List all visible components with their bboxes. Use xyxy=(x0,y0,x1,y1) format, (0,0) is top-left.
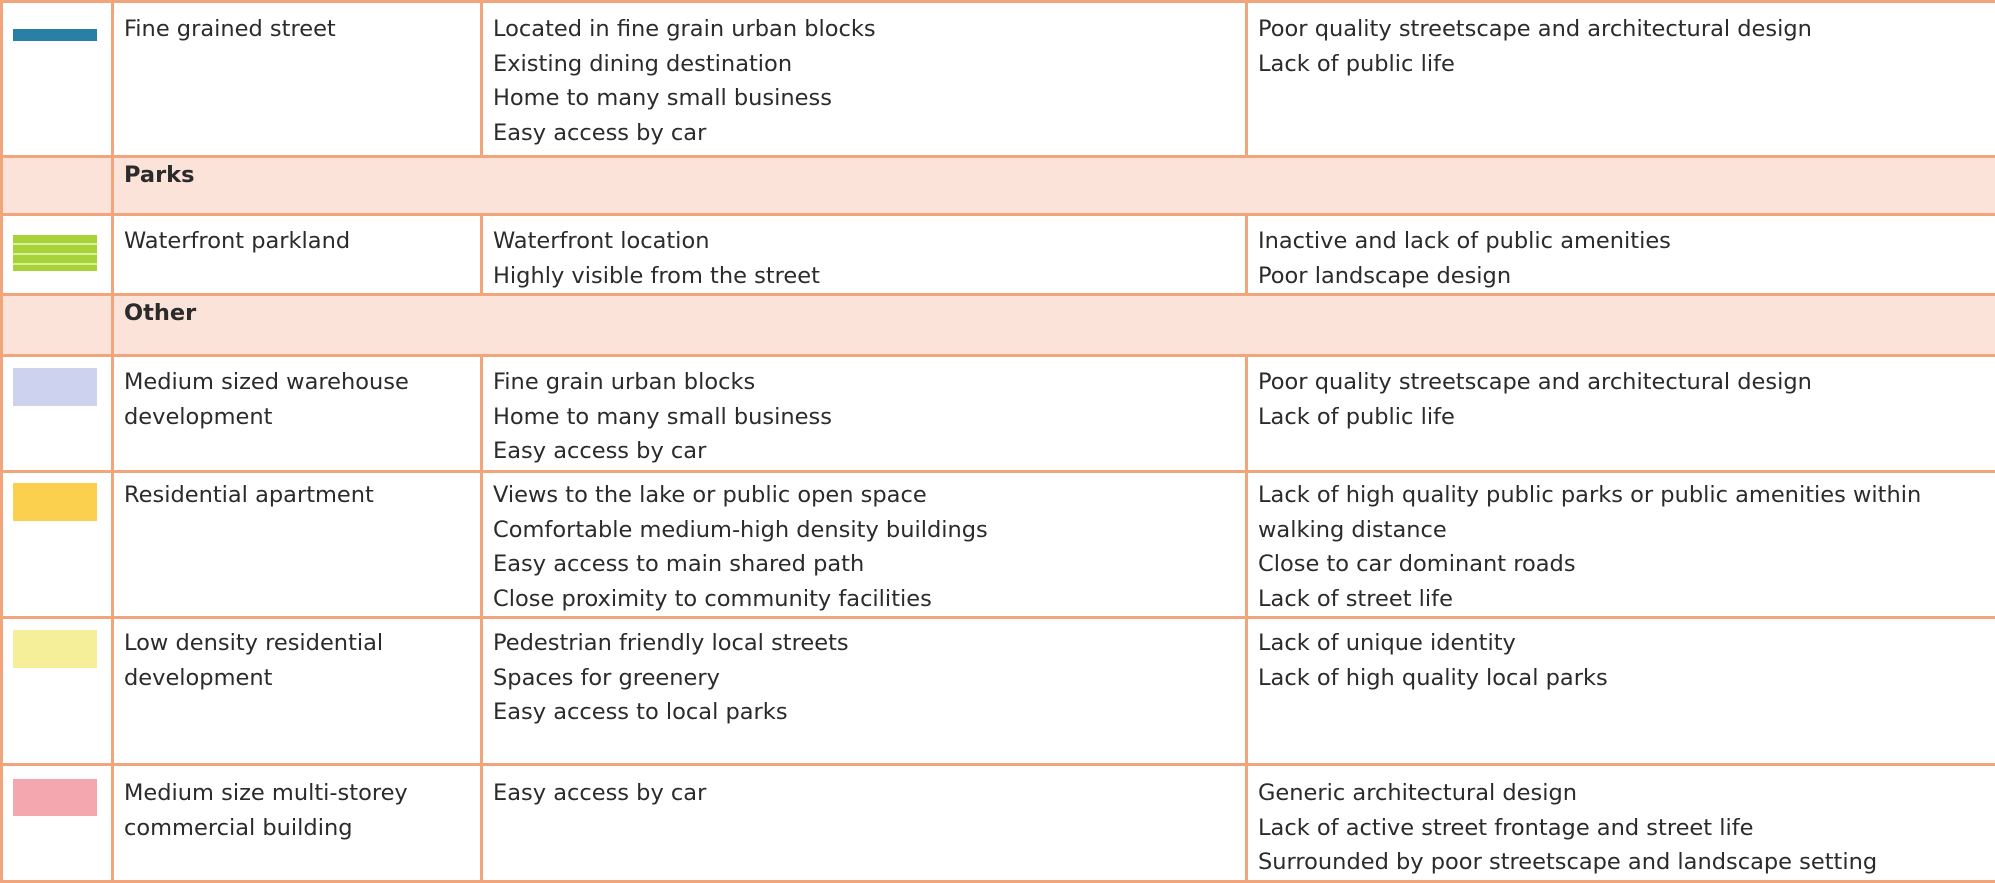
pink-swatch-icon xyxy=(13,779,97,816)
section-title: Other xyxy=(113,295,1995,356)
strengths-cell xyxy=(482,618,1247,765)
weaknesses-cell xyxy=(1247,215,1995,295)
light-yellow-swatch-icon xyxy=(13,630,97,668)
strength-item: Easy access to main shared path xyxy=(493,547,1235,582)
strength-item: Easy access to local parks xyxy=(493,695,1235,730)
strength-item: Views to the lake or public open space xyxy=(493,478,1235,513)
row-name-line: development xyxy=(124,400,470,435)
section-title: Parks xyxy=(113,157,1995,215)
weakness-item: Lack of public life xyxy=(1258,400,1995,435)
table-row xyxy=(2,618,1995,765)
row-name-line: commercial building xyxy=(124,811,470,846)
weakness-item: Lack of active street frontage and street life xyxy=(1258,811,1995,846)
section-blank-cell xyxy=(2,295,113,356)
weakness-item: Surrounded by poor streetscape and landscape setting xyxy=(1258,845,1995,880)
section-row xyxy=(2,295,1995,356)
weakness-item: Lack of high quality public parks or public amenities within xyxy=(1258,478,1995,513)
row-name-line: Medium size multi-storey xyxy=(124,776,470,811)
strength-item: Home to many small business xyxy=(493,400,1235,435)
strength-item: Fine grain urban blocks xyxy=(493,365,1235,400)
row-name-cell xyxy=(113,356,482,472)
weakness-item: walking distance xyxy=(1258,513,1995,548)
row-name-line: Fine grained street xyxy=(124,12,470,47)
strength-item: Existing dining destination xyxy=(493,47,1235,82)
weakness-item: Close to car dominant roads xyxy=(1258,547,1995,582)
weaknesses-cell xyxy=(1247,618,1995,765)
strengths-cell xyxy=(482,2,1247,157)
strength-item: Comfortable medium-high density buildings xyxy=(493,513,1235,548)
weakness-item: Poor quality streetscape and architectural design xyxy=(1258,12,1995,47)
strength-item: Pedestrian friendly local streets xyxy=(493,626,1235,661)
weaknesses-cell xyxy=(1247,765,1995,882)
row-name-cell xyxy=(113,2,482,157)
blue-line-swatch-icon xyxy=(13,29,97,41)
weakness-item: Lack of high quality local parks xyxy=(1258,661,1995,696)
row-name-line: development xyxy=(124,661,470,696)
row-name-line: Waterfront parkland xyxy=(124,224,470,259)
swatch-cell xyxy=(2,618,113,765)
strengths-cell xyxy=(482,356,1247,472)
weakness-item: Lack of street life xyxy=(1258,582,1995,617)
strength-item: Easy access by car xyxy=(493,434,1235,469)
table-row xyxy=(2,765,1995,882)
row-name-cell xyxy=(113,472,482,618)
strengths-cell xyxy=(482,472,1247,618)
table-row xyxy=(2,472,1995,618)
table-row xyxy=(2,356,1995,472)
strength-item: Spaces for greenery xyxy=(493,661,1235,696)
lavender-swatch-icon xyxy=(13,368,97,406)
weakness-item: Lack of public life xyxy=(1258,47,1995,82)
weakness-item: Inactive and lack of public amenities xyxy=(1258,224,1995,259)
swatch-cell xyxy=(2,472,113,618)
section-blank-cell xyxy=(2,157,113,215)
row-name-cell xyxy=(113,765,482,882)
green-striped-swatch-icon xyxy=(13,235,97,271)
strength-item: Located in fine grain urban blocks xyxy=(493,12,1235,47)
strengths-cell xyxy=(482,765,1247,882)
row-name-cell xyxy=(113,215,482,295)
weaknesses-cell xyxy=(1247,2,1995,157)
strength-item: Waterfront location xyxy=(493,224,1235,259)
row-name-line: Low density residential xyxy=(124,626,470,661)
table-row xyxy=(2,215,1995,295)
swatch-cell xyxy=(2,215,113,295)
strength-item: Easy access by car xyxy=(493,116,1235,151)
strength-item: Close proximity to community facilities xyxy=(493,582,1235,617)
row-name-cell xyxy=(113,618,482,765)
weakness-item: Generic architectural design xyxy=(1258,776,1995,811)
yellow-swatch-icon xyxy=(13,483,97,521)
swatch-cell xyxy=(2,356,113,472)
strength-item: Easy access by car xyxy=(493,776,1235,811)
strength-item: Highly visible from the street xyxy=(493,259,1235,294)
row-name-line: Residential apartment xyxy=(124,478,470,513)
weaknesses-cell xyxy=(1247,472,1995,618)
weakness-item: Poor quality streetscape and architectural design xyxy=(1258,365,1995,400)
weakness-item: Poor landscape design xyxy=(1258,259,1995,294)
weaknesses-cell xyxy=(1247,356,1995,472)
strength-item: Home to many small business xyxy=(493,81,1235,116)
swatch-cell xyxy=(2,765,113,882)
section-row xyxy=(2,157,1995,215)
table-row xyxy=(2,2,1995,157)
strengths-cell xyxy=(482,215,1247,295)
swatch-cell xyxy=(2,2,113,157)
weakness-item: Lack of unique identity xyxy=(1258,626,1995,661)
row-name-line: Medium sized warehouse xyxy=(124,365,470,400)
table-body xyxy=(2,2,1995,882)
